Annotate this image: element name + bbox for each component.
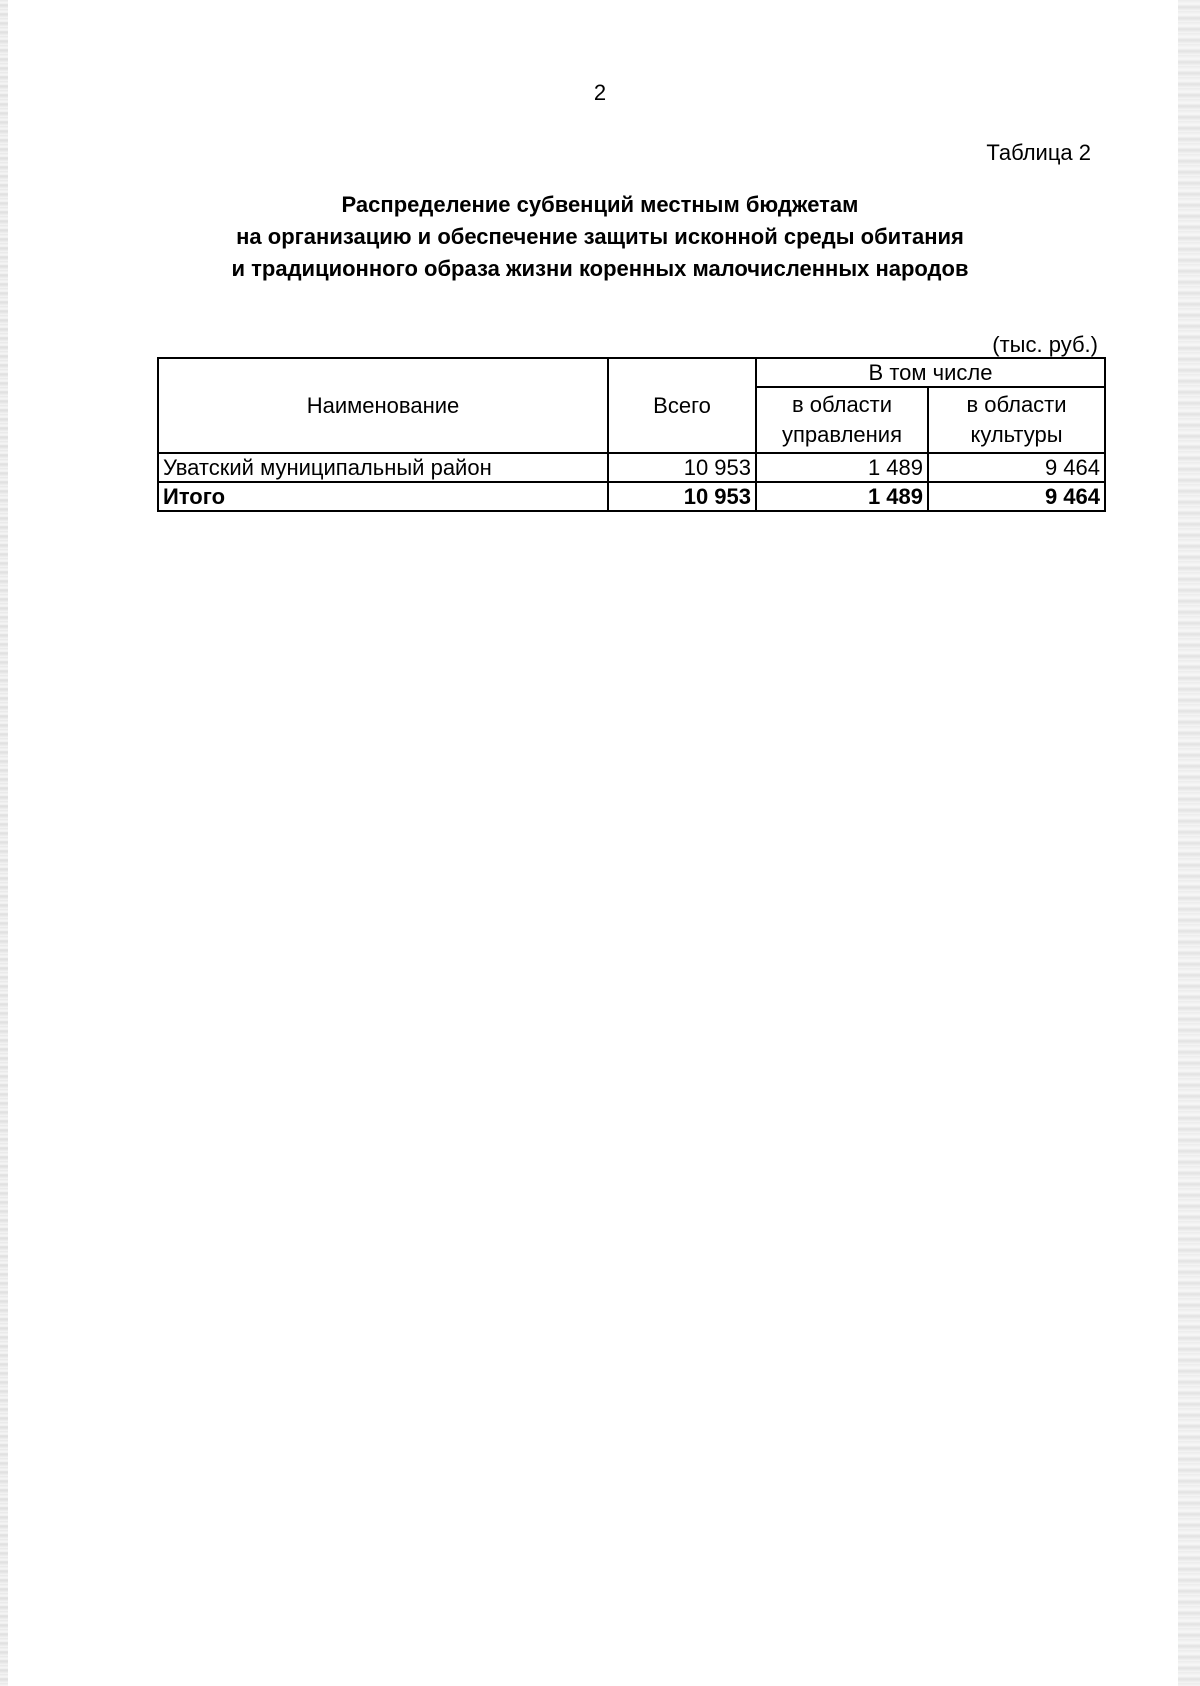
- title-line-2: на организацию и обеспечение защиты исконной среды обитания: [236, 224, 964, 249]
- totals-culture: 9 464: [928, 482, 1105, 511]
- subvention-table: [157, 357, 1106, 512]
- title-line-1: Распределение субвенций местным бюджетам: [341, 192, 859, 217]
- totals-name: Итого: [158, 482, 608, 511]
- header-management: в области управления: [756, 387, 928, 453]
- title-line-3: и традиционного образа жизни коренных малочисленных народов: [231, 256, 969, 281]
- header-total: Всего: [608, 358, 756, 453]
- row-name: Уватский муниципальный район: [158, 453, 608, 482]
- header-including: В том числе: [756, 358, 1105, 387]
- header-culture: в области культуры: [928, 387, 1105, 453]
- totals-row: [158, 482, 1105, 511]
- document-title: [0, 189, 1200, 285]
- units-note: (тыс. руб.): [992, 332, 1098, 357]
- table-caption: Таблица 2: [986, 140, 1091, 165]
- header-name: Наименование: [158, 358, 608, 453]
- row-culture: 9 464: [928, 453, 1105, 482]
- table-header-row-1: [158, 358, 1105, 387]
- row-management: 1 489: [756, 453, 928, 482]
- row-total: 10 953: [608, 453, 756, 482]
- totals-total: 10 953: [608, 482, 756, 511]
- table-row: [158, 453, 1105, 482]
- totals-management: 1 489: [756, 482, 928, 511]
- page-number: 2: [593, 80, 607, 105]
